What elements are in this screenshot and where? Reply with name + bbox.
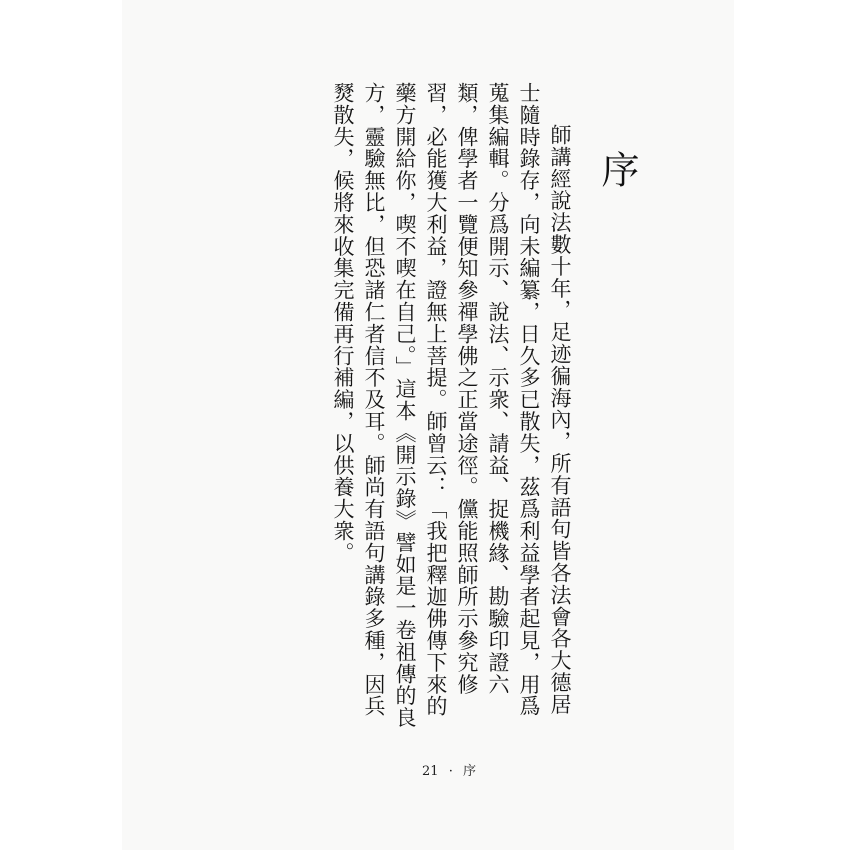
page-footer bbox=[422, 760, 482, 779]
page-number: 21 bbox=[422, 764, 439, 779]
footer-separator: · bbox=[448, 764, 453, 779]
paragraph: 師講經說法數十年，足迹徧海內，所有語句皆各法會各大德居士隨時錄存，向未編纂，日久多已散失，茲爲利益學者起見，用爲蒐集編輯。分爲開示、說法、示衆、請益、捉機緣、勘驗印證六類，俾學者一覽便知參禪學佛之正當途徑。儻能照師所示參究修習，必能獲大利益，證無上菩提。師曾云：「我把釋迦佛傳下來的藥方開給你，喫不喫在自己。」這本《開示錄》譬如是一卷祖傳的良方，靈驗無比，但恐諸仁者信不及耳。師尚有語句講錄多種，因兵燹散失，候將來收集完備再行補編，以供養大衆。 bbox=[331, 82, 572, 729]
body-text bbox=[327, 82, 575, 732]
page-title: 序 bbox=[595, 150, 639, 188]
footer-section: 序 bbox=[462, 764, 476, 779]
